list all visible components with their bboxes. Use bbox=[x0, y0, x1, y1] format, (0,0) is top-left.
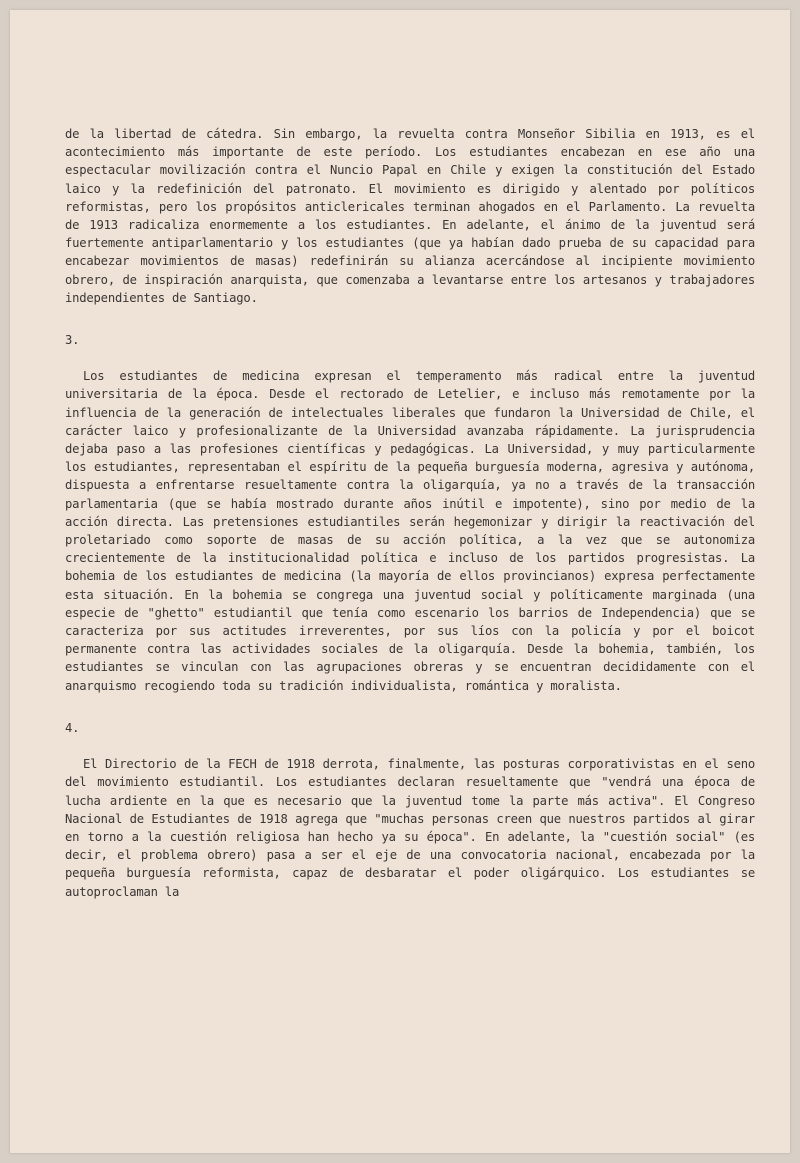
document-body bbox=[65, 125, 755, 901]
section-number-3: 3. bbox=[65, 333, 80, 348]
paragraph-section-3: Los estudiantes de medicina expresan el temperamento más radical entre la juventud universitaria de la época. Desde el rectorado de Letelier, e incluso más remotamente por la influencia de la generación de intelectuales liberales que fundaron la Universidad de Chile, el carácter laico y profesionalizante de la Universidad avanzaba rápidamente. La jurisprudencia dejaba paso a las profesiones científicas y pedagógicas. La Universidad, y muy particularmente los estudiantes, representaban el espíritu de la pequeña burguesía moderna, agresiva y autónoma, dispuesta a enfrentarse resueltamente contra la oligarquía, ya no a través de la transacción parlamentaria (que se había mostrado durante años inútil e impotente), sino por medio de la acción directa. Las pretensiones estudiantiles serán hegemonizar y dirigir la reactivación del proletariado como soporte de masas de su acción política, a la vez que se autonomiza crecientemente de la institucionalidad política e incluso de los partidos progresistas. La bohemia de los estudiantes de medicina (la mayoría de ellos provincianos) expresa perfectamente esta situación. En la bohemia se congrega una juventud social y políticamente marginada (una especie de "ghetto" estudiantil que tenía como escenario los barrios de Independencia) que se caracteriza por sus actitudes irreverentes, por sus líos con la policía y por el boicot permanente contra las actividades sociales de la oligarquía. Desde la bohemia, también, los estudiantes se vinculan con las agrupaciones obreras y se encuentran decididamente con el anarquismo recogiendo toda su tradición individualista, romántica y moralista. bbox=[65, 369, 755, 693]
paragraph-section-4: El Directorio de la FECH de 1918 derrota, finalmente, las posturas corporativistas en el seno del movimiento estudiantil. Los estudiantes declaran resueltamente que "vendrá una época de lucha ardiente en la que es necesario que la juventud tome la parte más activa". El Congreso Nacional de Estudiantes de 1918 agrega que "muchas personas creen que nuestros partidos al girar en torno a la cuestión religiosa han hecho ya su época". En adelante, la "cuestión social" (es decir, el problema obrero) pasa a ser el eje de una convocatoria nacional, encabezada por la pequeña burguesía reformista, capaz de desbaratar el poder oligárquico. Los estudiantes se autoproclaman la bbox=[65, 757, 755, 899]
section-number-4: 4. bbox=[65, 720, 80, 735]
paragraph-continuation: de la libertad de cátedra. Sin embargo, la revuelta contra Monseñor Sibilia en 1913, es el acontecimiento más importante de este período. Los estudiantes encabezan en ese año una espectacular movilización contra el Nuncio Papal en Chile y exigen la constitución del Estado laico y la redefinición del patronato. El movimiento es dirigido y alentado por políticos reformistas, pero los propósitos anticlericales terminan ahogados en el Parlamento. La revuelta de 1913 radicaliza enormemente a los estudiantes. En adelante, el ánimo de la juventud será fuertemente antiparlamentario y los estudiantes (que ya habían dado prueba de su capacidad para encabezar movimientos de masas) redefinirán su alianza acercándose al incipiente movimiento obrero, de inspiración anarquista, que comenzaba a levantarse entre los artesanos y trabajadores independientes de Santiago. bbox=[65, 127, 755, 305]
document-page bbox=[10, 10, 790, 1153]
